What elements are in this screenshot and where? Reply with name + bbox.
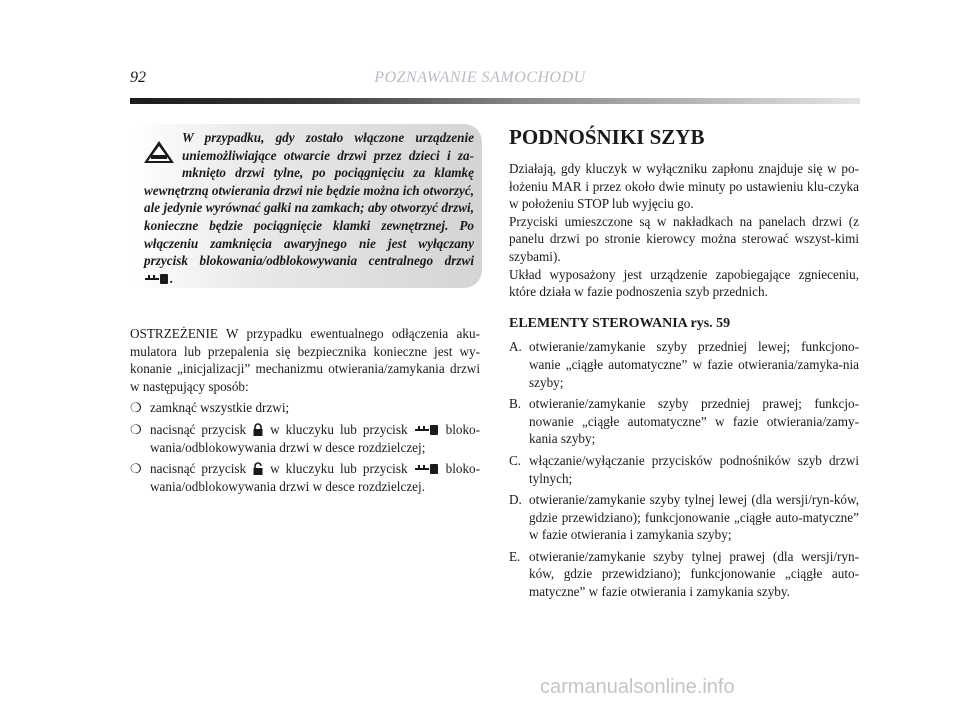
item-text: otwieranie/zamykanie szyby tylnej prawej (dla wersji/ryn-ków, gdzie przewidziano); funkcjonowanie „ciągłe auto-matyczne” w fazie otwierania i zamykania szyby. — [529, 548, 859, 600]
bullet-list — [130, 399, 480, 495]
list-item — [130, 399, 480, 417]
bullet-mark: ❍ — [130, 461, 142, 477]
item-text: otwieranie/zamykanie szyby przedniej prawej; funkcjo-nowanie „ciągłe automatyczne” w fazie otwierania/zamy-kania szyby; — [529, 396, 859, 447]
item-text: otwieranie/zamykanie szyby tylnej lewej (dla wersji/ryn-ków, gdzie przewidziano); funkcjonowanie „ciągłe auto-matyczne” w fazie otwierania i zamykania szyby; — [529, 492, 859, 543]
paragraph: Przyciski umieszczone są w nakładkach na panelach drzwi (z panelu drzwi po stronie kierowcy można sterować wszyst-kimi szybami). — [509, 213, 859, 264]
padlock-icon — [253, 423, 263, 436]
watermark: carmanualsonline.info — [540, 676, 735, 698]
intro-text — [509, 160, 859, 301]
warning-text-end: . — [170, 270, 174, 286]
item-text: włączanie/wyłączanie przycisków podnośników szyb drzwi tylnych; — [529, 452, 859, 486]
bullet-text: nacisnąć przycisk — [150, 421, 247, 437]
subsection-title: ELEMENTY STEROWANIA rys. 59 — [509, 315, 731, 331]
warning-text — [144, 129, 474, 287]
bullet-text: w kluczyku lub przycisk — [270, 421, 408, 437]
header-rule — [130, 98, 860, 104]
bullet-text: nacisnąć przycisk — [150, 461, 247, 477]
list-item — [130, 460, 480, 495]
list-item — [509, 452, 859, 487]
key-lock-icon — [415, 463, 439, 475]
bullet-mark: ❍ — [130, 400, 142, 416]
item-text: otwieranie/zamykanie szyby przedniej lewej; funkcjono-wanie „ciągłe automatyczne” w fazie otwierania/zamyka-nia szyby; — [529, 339, 859, 390]
bullet-mark: ❍ — [130, 421, 142, 437]
item-letter: A. — [509, 339, 522, 355]
controls-list — [509, 338, 859, 600]
item-letter: B. — [509, 396, 522, 412]
list-item — [509, 338, 859, 391]
bullet-text: bloko-wania/odblokowywania drzwi w desce rozdzielczej; — [150, 421, 481, 455]
bullet-text: w kluczyku lub przycisk — [270, 461, 408, 477]
running-header: POZNAWANIE SAMOCHODU — [374, 69, 586, 86]
list-item — [509, 395, 859, 448]
paragraph: Działają, gdy kluczyk w wyłączniku zapłonu znajduje się w po-łożeniu MAR i przez około dwie minuty po ustawieniu klu-czyka w położeniu STOP lub wyjęciu go. — [509, 161, 859, 212]
warning-text-main: W przypadku, gdy zostało włączone urządzenie uniemożliwiające otwarcie drzwi przez dzieci i za-mknięto drzwi tylne, po pociągnięciu za klamkę wewnętrzną otwierania drzwi nie będzie można ich otworzyć, ale jedynie wyrównać gałki na zamkach; aby otworzyć drzwi, konieczne będzie pociągnięcie klamki zewnętrznej. Po włączeniu zamknięcia awaryjnego nie jest wyłączany przycisk blokowania/odblokowywania centralnego drzwi — [144, 130, 474, 269]
open-padlock-icon — [253, 462, 263, 475]
item-letter: E. — [509, 548, 521, 564]
page-number: 92 — [130, 69, 146, 86]
warning-box — [130, 124, 482, 288]
list-item — [130, 421, 480, 456]
list-item — [509, 491, 859, 544]
item-letter: D. — [509, 492, 522, 508]
bullet-text: bloko-wania/odblokowywania drzwi w desce rozdzielczej. — [150, 461, 481, 494]
item-letter: C. — [509, 452, 522, 468]
bullet-text: zamknąć wszystkie drzwi; — [150, 400, 290, 416]
right-column — [509, 124, 859, 605]
list-item — [509, 548, 859, 601]
warning-paragraph: OSTRZEŻENIE W przypadku ewentualnego odłączenia aku-mulatora lub przepalenia się bezpiecznika konieczne jest wy-konanie „inicjalizacji” mechanizmu otwierania/zamykania drzwi w następujący sposób: — [130, 326, 480, 394]
paragraph: Układ wyposażony jest urządzenie zapobiegające zgnieceniu, które działa w fazie podnoszenia szyb przednich. — [509, 266, 859, 300]
section-title: PODNOŚNIKI SZYB — [509, 125, 705, 149]
key-lock-icon — [415, 424, 439, 436]
key-lock-icon — [145, 273, 169, 285]
left-body — [130, 325, 480, 499]
